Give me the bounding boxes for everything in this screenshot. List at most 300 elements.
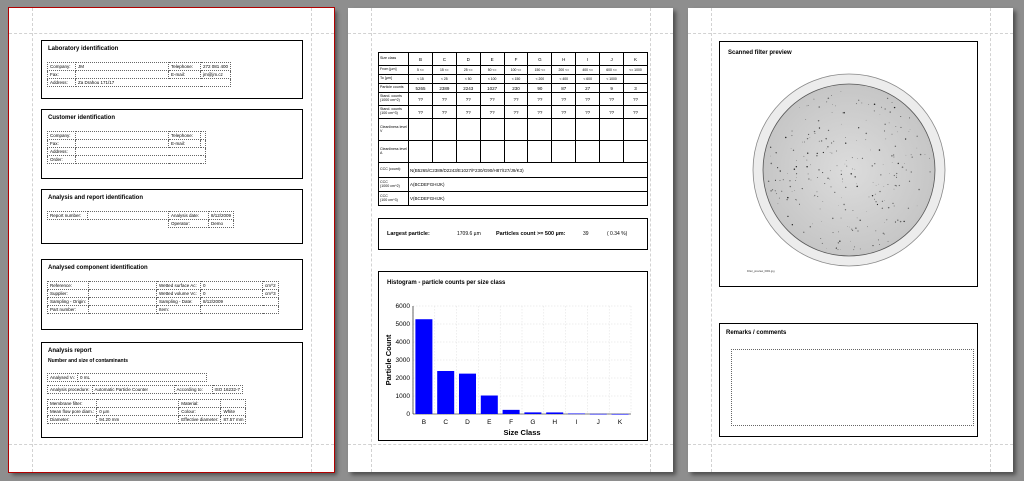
particle-speck — [900, 221, 901, 222]
particle-speck — [847, 226, 848, 227]
count-cell: 90 — [528, 84, 552, 93]
particle-speck — [799, 204, 800, 205]
particle-speck — [810, 164, 811, 165]
x-axis-label: Size Class — [503, 428, 541, 437]
particle-speck — [811, 180, 812, 181]
field-label: Part number: — [48, 306, 89, 314]
particle-speck — [833, 141, 834, 142]
stand-count-cell: ?? — [576, 106, 600, 119]
ccc-surface-value: A(BCDEFGHIJK) — [409, 178, 648, 192]
particle-speck — [790, 186, 791, 187]
particle-speck — [879, 244, 880, 245]
field-label: Supplier: — [48, 290, 89, 298]
x-tick-label: K — [617, 419, 623, 426]
particle-speck — [845, 137, 846, 138]
particle-speck — [850, 241, 851, 242]
particle-speck — [896, 185, 897, 186]
stand-count-cell: ?? — [432, 106, 456, 119]
laboratory-fields — [47, 62, 231, 87]
y-tick-label: 4000 — [395, 339, 410, 346]
particle-speck — [892, 203, 893, 204]
particle-speck — [842, 112, 843, 113]
field-label: Address: — [48, 148, 76, 156]
particle-speck — [821, 140, 822, 141]
particle-speck — [841, 197, 842, 198]
report-page-1[interactable] — [9, 8, 334, 472]
class-cell: J — [600, 53, 624, 66]
particle-speck — [884, 124, 885, 125]
y-tick-label: 5000 — [395, 321, 410, 328]
particle-speck — [858, 100, 859, 101]
field-label: Analysis procedure: — [48, 386, 93, 394]
particle-speck — [885, 139, 886, 140]
x-tick-label: D — [465, 419, 470, 426]
particle-speck — [822, 172, 823, 173]
particle-speck — [830, 170, 831, 171]
cleanliness-cell — [480, 141, 504, 163]
particle-speck — [882, 201, 883, 202]
histogram-title: Histogram - particle counts per size class — [387, 280, 506, 286]
from-cell: <= 1000 — [624, 66, 648, 75]
particle-speck — [852, 230, 853, 231]
particle-speck — [818, 169, 819, 170]
largest-particle-label: Largest particle: — [387, 231, 430, 237]
particle-speck — [827, 146, 829, 148]
particle-speck — [875, 194, 876, 195]
particle-speck — [879, 191, 880, 192]
count-cell: 2389 — [432, 84, 456, 93]
particle-speck — [856, 184, 857, 185]
particle-speck — [887, 98, 888, 99]
particle-speck — [925, 154, 926, 155]
particle-speck — [822, 201, 823, 202]
particle-speck — [825, 138, 827, 140]
particle-speck — [843, 204, 844, 205]
stand-count-cell: ?? — [456, 93, 480, 106]
cleanliness-cell — [624, 119, 648, 141]
row-label: Stand. counts (100 cm^3) — [379, 106, 409, 119]
remarks-section — [719, 323, 978, 437]
particle-speck — [894, 107, 895, 108]
class-cell: G — [528, 53, 552, 66]
particle-speck — [806, 160, 807, 161]
particle-speck — [789, 180, 790, 181]
field-label: Material: — [179, 400, 221, 408]
particle-speck — [896, 173, 897, 174]
x-tick-label: H — [552, 419, 558, 426]
to-cell: < 600 — [576, 75, 600, 84]
from-cell: 50 <= — [480, 66, 504, 75]
particle-speck — [855, 169, 856, 170]
particle-speck — [853, 249, 854, 250]
particle-speck — [834, 192, 835, 193]
particle-speck — [855, 227, 857, 229]
particle-speck — [770, 190, 771, 191]
class-cell: F — [504, 53, 528, 66]
count-cell: 1027 — [480, 84, 504, 93]
field-label: Order: — [48, 156, 76, 164]
particle-speck — [832, 218, 833, 219]
particle-speck — [866, 120, 867, 121]
to-cell: < 400 — [552, 75, 576, 84]
count-cell: 5265 — [409, 84, 433, 93]
field-label: Sampling - Date: — [157, 298, 201, 306]
stand-count-cell: ?? — [552, 106, 576, 119]
analysed-volume-fields — [47, 373, 207, 382]
particle-speck — [810, 226, 811, 227]
particle-speck — [880, 174, 881, 175]
particle-speck — [779, 198, 780, 199]
particle-speck — [884, 130, 885, 131]
field-label: E-mail: — [169, 140, 201, 148]
cleanliness-cell — [456, 141, 480, 163]
particle-speck — [929, 158, 930, 159]
count-cell: 27 — [576, 84, 600, 93]
histogram-bar — [590, 414, 607, 415]
histogram-bar — [612, 414, 629, 415]
wetted-volume-value: 0 — [201, 290, 263, 298]
particle-speck — [911, 154, 912, 155]
particle-speck — [874, 163, 875, 164]
particle-speck — [895, 221, 896, 222]
row-label — [379, 178, 409, 192]
particle-speck — [911, 171, 912, 172]
cleanliness-cell — [528, 141, 552, 163]
particle-speck — [845, 143, 846, 144]
filter-image-caption: Filter_preview_0001.jpg — [747, 270, 775, 273]
component-fields — [47, 281, 279, 314]
class-cell: I — [576, 53, 600, 66]
class-cell: K — [624, 53, 648, 66]
particle-speck — [929, 171, 930, 172]
remarks-textarea[interactable] — [731, 349, 974, 426]
laboratory-identification-section — [41, 40, 303, 99]
particle-speck — [785, 137, 786, 138]
particle-speck — [791, 148, 792, 149]
section-title: Laboratory identification — [48, 46, 119, 52]
count-cell: 87 — [552, 84, 576, 93]
particle-speck — [794, 168, 795, 169]
procedure-fields — [47, 385, 243, 394]
telephone-value: 272 081 400 — [201, 63, 231, 71]
particle-speck — [857, 158, 858, 159]
stand-count-cell: ?? — [480, 106, 504, 119]
histogram-chart — [379, 290, 647, 440]
particle-speck — [828, 97, 830, 99]
size-class-table — [378, 52, 648, 206]
ccc-sub-label: (1000 cm^2) — [380, 183, 400, 188]
particle-speck — [892, 134, 893, 135]
particle-speck — [828, 130, 829, 131]
particle-speck — [856, 103, 857, 104]
particle-speck — [888, 207, 890, 209]
particle-speck — [893, 157, 894, 158]
stand-count-cell: ?? — [600, 106, 624, 119]
particle-speck — [808, 178, 809, 179]
largest-particle-value: 1709.6 µm — [457, 231, 481, 237]
colour-value: White — [221, 408, 246, 416]
ccc-count-value: N(B5265/C2389/D2243/E1027/F230/G90/H87/I27/J9/K3) — [409, 163, 648, 178]
particle-speck — [892, 102, 893, 103]
particle-speck — [821, 221, 822, 222]
particle-speck — [830, 186, 831, 187]
cleanliness-cell — [409, 119, 433, 141]
particle-speck — [872, 195, 873, 196]
particle-speck — [780, 170, 781, 171]
y-tick-label: 6000 — [395, 303, 410, 310]
from-cell: 25 <= — [456, 66, 480, 75]
count-cell: 9 — [600, 84, 624, 93]
field-label: Wetted surface Ac: — [157, 282, 201, 290]
particle-speck — [872, 165, 873, 166]
particle-speck — [918, 189, 920, 191]
x-tick-label: G — [530, 419, 536, 426]
particle-speck — [857, 230, 858, 231]
from-cell: 15 <= — [432, 66, 456, 75]
particle-speck — [852, 210, 853, 211]
particle-speck — [881, 107, 882, 108]
particle-speck — [796, 160, 797, 161]
cleanliness-cell — [624, 141, 648, 163]
email-value: jm@jm.cz — [201, 71, 231, 79]
particle-speck — [817, 177, 818, 178]
filter-membrane — [763, 84, 935, 256]
particle-speck — [820, 209, 821, 210]
standard-value: ISO 16232-7 — [212, 386, 243, 394]
histogram-bar — [503, 410, 520, 414]
stand-count-cell: ?? — [456, 106, 480, 119]
field-label: Company: — [48, 132, 76, 140]
particle-speck — [796, 166, 797, 167]
company-value: JM — [76, 63, 169, 71]
field-label: Fax: — [48, 140, 76, 148]
analysis-report-section — [41, 342, 303, 438]
particle-speck — [791, 135, 792, 136]
particle-speck — [814, 131, 815, 132]
particle-speck — [860, 220, 861, 221]
filter-preview-title: Scanned filter preview — [728, 50, 792, 56]
particle-speck — [909, 117, 910, 118]
particle-speck — [803, 232, 804, 233]
particle-speck — [917, 148, 918, 149]
particle-speck — [814, 99, 815, 100]
particle-speck — [783, 179, 784, 180]
particle-speck — [817, 196, 818, 197]
to-cell: < 100 — [480, 75, 504, 84]
from-cell: 5 <= — [409, 66, 433, 75]
particles-percent-value: ( 0.34 %) — [607, 231, 628, 237]
address-value: Za Drahou 171/17 — [76, 79, 231, 87]
class-cell: D — [456, 53, 480, 66]
particle-speck — [808, 105, 809, 106]
particle-speck — [903, 221, 904, 222]
particle-speck — [831, 142, 832, 143]
particle-speck — [808, 134, 809, 135]
particle-speck — [792, 224, 793, 225]
field-label: Report number: — [48, 212, 88, 220]
particle-speck — [795, 180, 796, 181]
particle-speck — [912, 157, 913, 158]
to-cell: < 50 — [456, 75, 480, 84]
from-cell: 200 <= — [552, 66, 576, 75]
particle-speck — [816, 155, 817, 156]
field-label: Membrane filter: — [48, 400, 97, 408]
cleanliness-cell — [409, 141, 433, 163]
particle-speck — [884, 222, 885, 223]
particle-speck — [818, 120, 819, 121]
particle-speck — [872, 245, 873, 246]
class-cell: E — [480, 53, 504, 66]
field-label: Wetted volume Vc: — [157, 290, 201, 298]
y-axis-label: Particle Count — [384, 334, 393, 386]
stand-count-cell: ?? — [552, 93, 576, 106]
from-cell: 400 <= — [576, 66, 600, 75]
particle-speck — [822, 243, 823, 244]
to-cell: < 1000 — [600, 75, 624, 84]
from-cell: 600 <= — [600, 66, 624, 75]
field-label: Telephone: — [169, 132, 201, 140]
particle-speck — [841, 91, 842, 92]
particle-speck — [832, 104, 833, 105]
particle-speck — [846, 160, 847, 161]
cleanliness-cell — [576, 119, 600, 141]
field-label: Effective diameter: — [179, 416, 221, 424]
wetted-volume-unit: cm^3 — [263, 290, 279, 298]
particle-speck — [904, 163, 905, 164]
particle-speck — [838, 205, 839, 206]
section-title: Analysis and report identification — [48, 195, 144, 201]
particles-count-value: 39 — [583, 231, 589, 237]
particle-speck — [814, 195, 815, 196]
to-cell: < 150 — [504, 75, 528, 84]
ccc-label: CCC — [380, 179, 388, 184]
row-label: To [µm] — [379, 75, 409, 84]
row-label: Particle counts — [379, 84, 409, 93]
particle-speck — [895, 146, 896, 147]
stand-count-cell: ?? — [504, 93, 528, 106]
row-label: Cleanliness level A — [379, 141, 409, 163]
effective-diameter-value: 87.57 mm — [221, 416, 246, 424]
largest-particle-section — [378, 218, 648, 250]
particle-speck — [896, 126, 897, 127]
field-label: E-mail: — [169, 71, 201, 79]
particle-speck — [778, 203, 779, 204]
particle-speck — [899, 185, 900, 186]
field-label: Reference: — [48, 282, 89, 290]
particle-speck — [896, 176, 897, 177]
x-tick-label: B — [421, 419, 427, 426]
particle-speck — [920, 154, 922, 156]
particle-speck — [807, 138, 808, 139]
particle-speck — [858, 127, 859, 128]
particle-speck — [910, 129, 911, 130]
section-title: Analysis report — [48, 348, 92, 354]
particle-speck — [817, 153, 818, 154]
particle-speck — [867, 226, 868, 227]
particle-speck — [897, 219, 898, 220]
particle-speck — [866, 211, 867, 212]
particle-speck — [901, 127, 902, 128]
particle-speck — [837, 165, 838, 166]
particle-speck — [846, 166, 847, 167]
filter-image — [720, 64, 977, 279]
particle-speck — [906, 170, 907, 171]
field-label: Analysed Vₗ: — [48, 374, 78, 382]
particle-speck — [818, 106, 820, 108]
stand-count-cell: ?? — [600, 93, 624, 106]
particle-speck — [823, 152, 824, 153]
particle-speck — [892, 162, 893, 163]
particle-speck — [820, 238, 821, 239]
cleanliness-cell — [600, 119, 624, 141]
operator-value: Demo — [209, 220, 234, 228]
particle-speck — [897, 132, 898, 133]
particle-speck — [837, 249, 838, 250]
particle-speck — [917, 206, 918, 207]
field-label: Company: — [48, 63, 76, 71]
particle-speck — [772, 189, 773, 190]
particle-speck — [889, 173, 890, 174]
particle-speck — [810, 137, 811, 138]
particle-speck — [841, 218, 842, 219]
cleanliness-cell — [528, 119, 552, 141]
particle-speck — [883, 186, 884, 187]
particle-speck — [793, 150, 794, 151]
particle-speck — [802, 142, 803, 143]
particle-speck — [826, 101, 827, 102]
particle-speck — [831, 95, 832, 96]
particle-speck — [875, 230, 876, 231]
particle-speck — [845, 164, 846, 165]
to-cell: < 25 — [432, 75, 456, 84]
analysis-date-value: 8/12/2009 — [209, 212, 234, 220]
particle-speck — [880, 114, 881, 115]
particle-speck — [883, 164, 884, 165]
particle-speck — [841, 124, 842, 125]
particle-speck — [887, 184, 888, 185]
analysed-volume-value: 0 mL — [78, 374, 207, 382]
particle-speck — [807, 106, 808, 107]
particle-speck — [775, 180, 776, 181]
particle-speck — [804, 156, 805, 157]
particle-speck — [842, 182, 843, 183]
remarks-title: Remarks / comments — [726, 330, 787, 336]
wetted-surface-unit: cm^2 — [263, 282, 279, 290]
particle-speck — [775, 190, 776, 191]
particle-speck — [815, 133, 816, 134]
particle-speck — [807, 153, 808, 154]
particle-speck — [889, 122, 890, 123]
particle-speck — [894, 189, 895, 190]
particle-speck — [906, 155, 907, 156]
particle-speck — [879, 149, 881, 151]
class-cell: H — [552, 53, 576, 66]
field-label: According to: — [174, 386, 212, 394]
procedure-value: Automatic Particle Counter — [92, 386, 174, 394]
particle-speck — [890, 112, 891, 113]
particle-speck — [819, 141, 820, 142]
class-cell: C — [432, 53, 456, 66]
particle-speck — [787, 216, 788, 217]
component-identification-section — [41, 259, 303, 330]
particle-speck — [770, 163, 772, 165]
particle-speck — [905, 138, 906, 139]
particle-speck — [895, 185, 896, 186]
ccc-sub-label: (100 cm^3) — [380, 197, 398, 202]
cleanliness-cell — [432, 119, 456, 141]
field-label: Fax: — [48, 71, 76, 79]
particle-speck — [845, 187, 846, 188]
